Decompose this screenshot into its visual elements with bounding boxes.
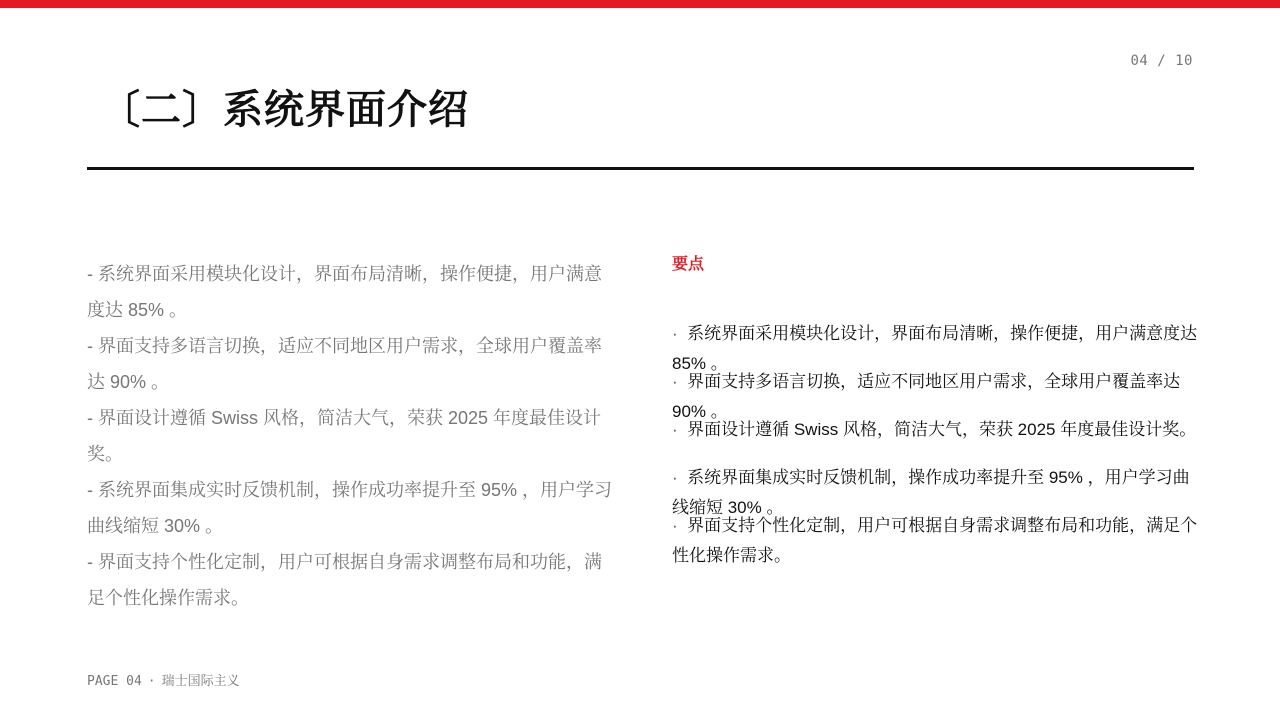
bullet-dot-icon: · [672,420,678,439]
bullet-dot-icon: · [672,516,678,535]
title-divider [87,167,1194,170]
page-footer [87,670,240,689]
left-bullet-item: - 系统界面采用模块化设计，界面布局清晰，操作便捷，用户满意度达 85% 。 [87,264,602,320]
left-bullet-item: - 界面支持个性化定制，用户可根据自身需求调整布局和功能，满足个性化操作需求。 [87,552,602,608]
footer-page-label: PAGE 04 [87,674,142,689]
bullet-dot-icon: · [672,324,678,343]
key-point-text: 界面设计遵循 Swiss 风格，简洁大气，荣获 2025 年度最佳设计奖。 [687,420,1197,439]
left-bullet-item: - 界面支持多语言切换，适应不同地区用户需求，全球用户覆盖率达 90% 。 [87,336,602,392]
footer-separator: · [147,674,156,689]
key-points-panel [672,256,1202,565]
key-point-text: 系统界面集成实时反馈机制，操作成功率提升至 95% ，用户学习曲线缩短 30% 。 [672,468,1190,517]
left-bullet-item: - 界面设计遵循 Swiss 风格，简洁大气，荣获 2025 年度最佳设计奖。 [87,408,602,464]
key-point-item [672,415,1202,445]
key-points-heading: 要点 [672,256,705,273]
key-point-item [672,511,1202,571]
top-accent-bar [0,0,1280,8]
bullet-dot-icon: · [672,468,678,487]
key-point-text: 界面支持个性化定制，用户可根据自身需求调整布局和功能，满足个性化操作需求。 [672,516,1198,565]
bullet-dot-icon: · [672,372,678,391]
left-bullet-list [87,256,617,616]
key-point-text: 系统界面采用模块化设计，界面布局清晰，操作便捷，用户满意度达 85% 。 [672,324,1198,373]
key-point-text: 界面支持多语言切换，适应不同地区用户需求，全球用户覆盖率达 90% 。 [672,372,1181,421]
page-title: 〔二〕系统界面介绍 [100,88,469,132]
left-bullet-item: - 系统界面集成实时反馈机制，操作成功率提升至 95% ，用户学习曲线缩短 30% 。 [87,480,613,536]
footer-style-name: 瑞士国际主义 [161,674,240,689]
page-counter: 04 / 10 [1130,53,1193,69]
